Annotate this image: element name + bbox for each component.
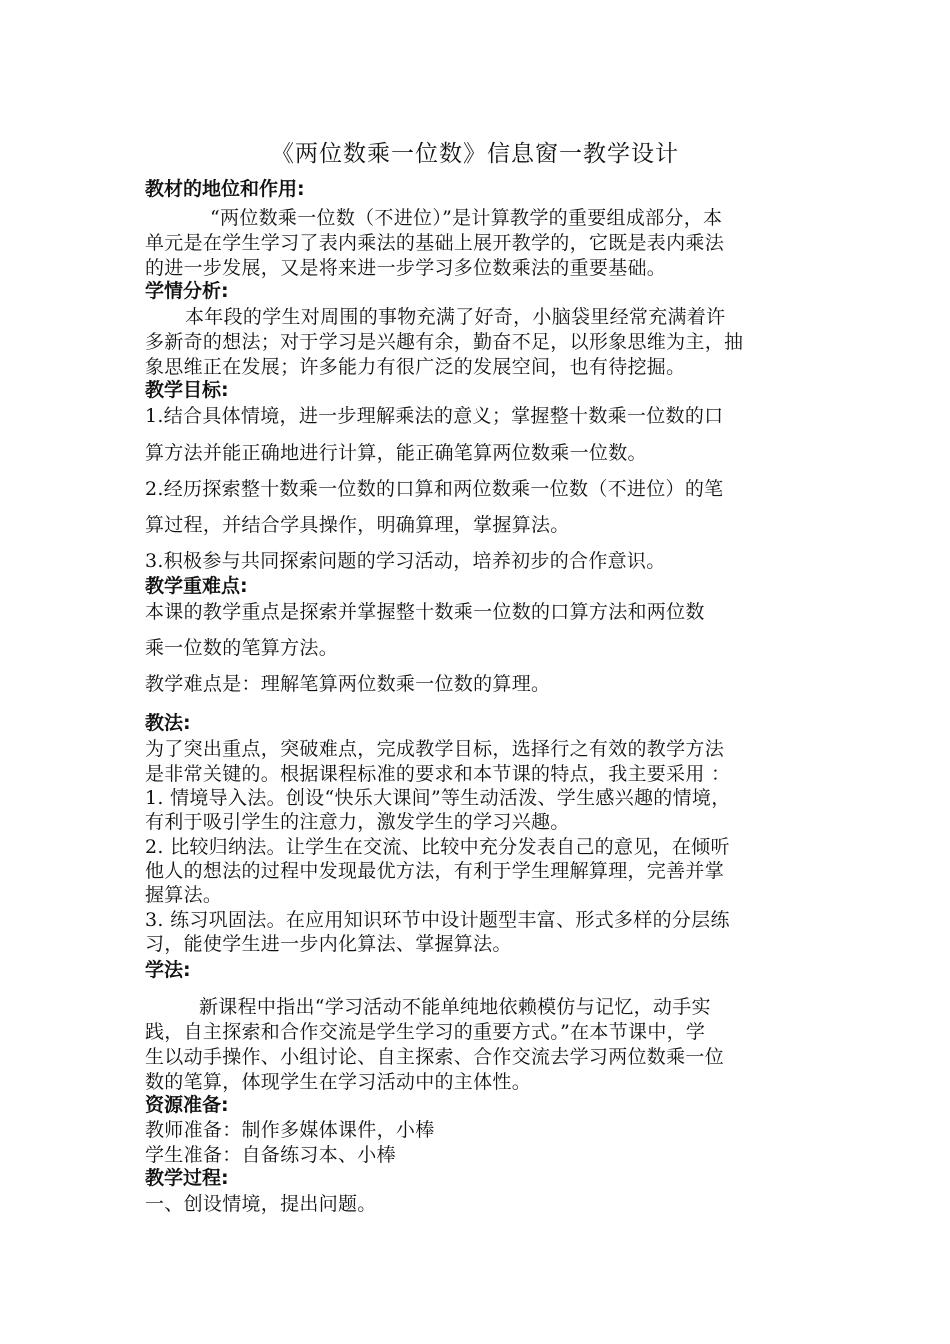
paragraph-line: 教学难点是：理解笔算两位数乘一位数的算理。 xyxy=(145,673,551,695)
paragraph-line: 1.结合具体情境，进一步理解乘法的意义；掌握整十数乘一位数的口 xyxy=(145,405,724,427)
paragraph-line: 2.经历探索整十数乘一位数的口算和两位数乘一位数（不进位）的笔 xyxy=(145,478,724,500)
paragraph-line: 乘一位数的笔算方法。 xyxy=(145,637,339,659)
paragraph-line: 象思维正在发展；许多能力有很广泛的发展空间，也有待挖掘。 xyxy=(145,356,686,378)
section-heading-learning-method: 学法: xyxy=(145,959,191,981)
paragraph-line: 的进一步发展，又是将来进一步学习多位数乘法的重要基础。 xyxy=(145,257,667,279)
paragraph-line: 数的笔算，体现学生在学习活动中的主体性。 xyxy=(145,1071,532,1093)
paragraph-line: 多新奇的想法；对于学习是兴趣有余，勤奋不足，以形象思维为主，抽 xyxy=(145,331,744,353)
paragraph-line: 是非常关键的。根据课程标准的要求和本节课的特点，我主要采用 ： xyxy=(145,763,731,785)
section-heading-teaching-goals: 教学目标: xyxy=(145,379,229,401)
paragraph-line: 为了突出重点，突破难点，完成教学目标，选择行之有效的教学方法 xyxy=(145,738,725,760)
paragraph-line: 习，能使学生进一步内化算法、掌握算法。 xyxy=(145,933,512,955)
section-heading-textbook-role: 教材的地位和作用: xyxy=(145,178,305,200)
paragraph-line: 3.积极参与共同探索问题的学习活动，培养初步的合作意识。 xyxy=(145,550,666,572)
paragraph-line: 一、创设情境，提出问题。 xyxy=(145,1193,377,1215)
paragraph-line: 教师准备：制作多媒体课件，小棒 xyxy=(145,1119,435,1141)
paragraph-line: 新课程中指出“学习活动不能单纯地依赖模仿与记忆，动手实 xyxy=(199,996,711,1018)
paragraph-line: 本课的教学重点是探索并掌握整十数乘一位数的口算方法和两位数 xyxy=(145,601,705,623)
section-heading-teaching-process: 教学过程: xyxy=(145,1167,229,1189)
paragraph-line: 生以动手操作、小组讨论、自主探索、合作交流去学习两位数乘一位 xyxy=(145,1046,725,1068)
paragraph-line: 他人的想法的过程中发现最优方法，有利于学生理解算理，完善并掌 xyxy=(145,860,725,882)
section-heading-student-analysis: 学情分析: xyxy=(145,280,229,302)
paragraph-line: 学生准备：自备练习本、小棒 xyxy=(145,1144,396,1166)
paragraph-line: 有利于吸引学生的注意力，激发学生的学习兴趣。 xyxy=(145,811,570,833)
paragraph-line: 单元是在学生学习了表内乘法的基础上展开教学的，它既是表内乘法 xyxy=(145,232,725,254)
section-heading-resources: 资源准备: xyxy=(145,1094,229,1116)
section-heading-teaching-method: 教法: xyxy=(145,712,191,734)
paragraph-line: 2. 比较归纳法。让学生在交流、比较中充分发表自己的意见，在倾听 xyxy=(145,836,730,858)
paragraph-line: 1. 情境导入法。创设“快乐大课间”等生动活泼、学生感兴趣的情境， xyxy=(145,787,731,809)
paragraph-line: 算方法并能正确地进行计算，能正确笔算两位数乘一位数。 xyxy=(145,442,647,464)
section-heading-key-points: 教学重难点: xyxy=(145,575,248,597)
paragraph-line: 本年段的学生对周围的事物充满了好奇，小脑袋里经常充满着许 xyxy=(185,306,726,328)
paragraph-line: 算过程，并结合学具操作，明确算理，掌握算法。 xyxy=(145,514,570,536)
document-title: 《两位数乘一位数》信息窗一教学设计 xyxy=(271,141,679,167)
paragraph-line: 践，自主探索和合作交流是学生学习的重要方式。”在本节课中，学 xyxy=(145,1021,706,1043)
paragraph-line: 3. 练习巩固法。在应用知识环节中设计题型丰富、形式多样的分层练 xyxy=(145,909,730,931)
paragraph-line: “两位数乘一位数（不进位）”是计算教学的重要组成部分，本 xyxy=(210,207,723,229)
paragraph-line: 握算法。 xyxy=(145,884,223,906)
